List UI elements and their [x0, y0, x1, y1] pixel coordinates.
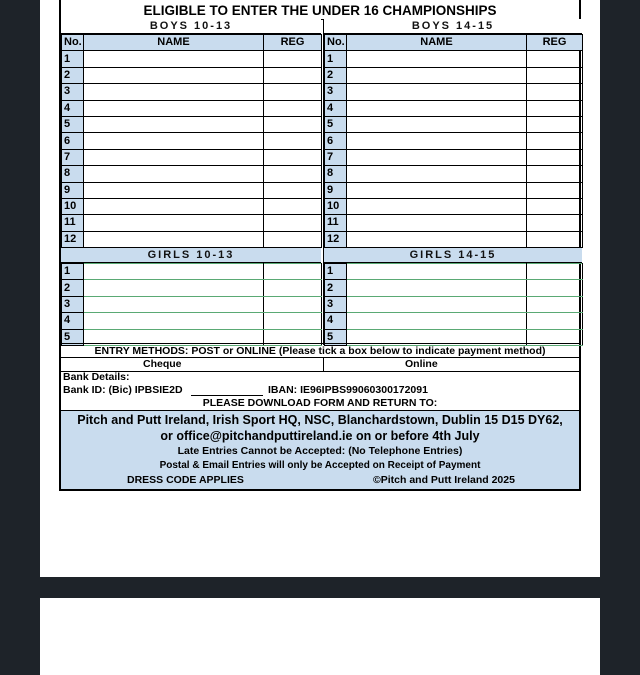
row-number: 12	[325, 231, 347, 247]
row-number: 9	[62, 182, 84, 198]
no-header: No.	[325, 35, 347, 51]
table-row	[325, 84, 583, 100]
name-cell[interactable]	[84, 133, 264, 149]
footer-email: or office@pitchandputtireland.ie on or before 4th July	[160, 429, 480, 443]
section-boys-10-13: BOYS 10-13	[61, 19, 321, 34]
name-cell[interactable]	[347, 296, 527, 312]
name-cell[interactable]	[347, 280, 527, 296]
table-row	[62, 215, 322, 231]
reg-cell[interactable]	[264, 280, 322, 296]
reg-cell[interactable]	[527, 313, 583, 329]
name-cell[interactable]	[84, 182, 264, 198]
name-header: NAME	[84, 35, 264, 51]
name-cell[interactable]	[347, 67, 527, 83]
table-row	[62, 84, 322, 100]
reg-cell[interactable]	[264, 198, 322, 214]
reg-cell[interactable]	[527, 296, 583, 312]
footer-address: Pitch and Putt Ireland, Irish Sport HQ, NSC, Blanchardstown, Dublin 15 D15 DY62,	[77, 413, 563, 427]
name-cell[interactable]	[347, 51, 527, 67]
row-number: 6	[62, 133, 84, 149]
row-number: 5	[62, 329, 84, 345]
table-row	[62, 231, 322, 247]
boys-14-15-table	[324, 34, 583, 248]
reg-cell[interactable]	[264, 264, 322, 280]
reg-cell[interactable]	[527, 215, 583, 231]
row-number: 11	[325, 215, 347, 231]
name-cell[interactable]	[347, 182, 527, 198]
name-cell[interactable]	[84, 296, 264, 312]
name-cell[interactable]	[84, 231, 264, 247]
reg-cell[interactable]	[527, 100, 583, 116]
name-cell[interactable]	[347, 133, 527, 149]
name-cell[interactable]	[84, 215, 264, 231]
table-row	[62, 149, 322, 165]
left-column	[61, 19, 321, 345]
form-title: ELIGIBLE TO ENTER THE UNDER 16 CHAMPIONSHIPS	[61, 0, 579, 20]
reg-cell[interactable]	[527, 133, 583, 149]
online-option[interactable]: Online	[405, 358, 438, 370]
table-row	[62, 198, 322, 214]
name-cell[interactable]	[84, 280, 264, 296]
table-row	[62, 100, 322, 116]
reg-cell[interactable]	[527, 116, 583, 132]
bank-bic: Bank ID: (Bic) IPBSIE2D	[63, 384, 183, 396]
reg-cell[interactable]	[264, 133, 322, 149]
name-cell[interactable]	[347, 198, 527, 214]
reg-cell[interactable]	[264, 84, 322, 100]
row-number: 2	[325, 280, 347, 296]
row-number: 8	[62, 166, 84, 182]
row-number: 1	[325, 51, 347, 67]
girls-14-15-table	[324, 263, 583, 346]
reg-cell[interactable]	[264, 166, 322, 182]
name-cell[interactable]	[84, 264, 264, 280]
section-girls-10-13: GIRLS 10-13	[61, 248, 321, 263]
name-cell[interactable]	[347, 215, 527, 231]
row-number: 3	[325, 296, 347, 312]
table-row	[325, 296, 583, 312]
row-number: 4	[62, 313, 84, 329]
bank-ids	[61, 383, 581, 397]
reg-cell[interactable]	[527, 264, 583, 280]
row-number: 10	[62, 198, 84, 214]
section-girls-14-15: GIRLS 14-15	[324, 248, 582, 263]
table-row	[325, 280, 583, 296]
name-cell[interactable]	[84, 100, 264, 116]
footer-postal: Postal & Email Entries will only be Accepted on Receipt of Payment	[159, 460, 481, 471]
boys-10-13-table	[61, 34, 322, 248]
reg-cell[interactable]	[264, 296, 322, 312]
table-row	[325, 133, 583, 149]
row-number: 2	[62, 67, 84, 83]
table-row	[62, 51, 322, 67]
reg-cell[interactable]	[264, 51, 322, 67]
row-number: 10	[325, 198, 347, 214]
no-header: No.	[62, 35, 84, 51]
reg-cell[interactable]	[527, 149, 583, 165]
row-number: 1	[62, 264, 84, 280]
girls-10-13-table	[61, 263, 322, 346]
name-header: NAME	[347, 35, 527, 51]
reg-cell[interactable]	[264, 116, 322, 132]
reg-cell[interactable]	[527, 182, 583, 198]
row-number: 5	[325, 116, 347, 132]
row-number: 6	[325, 133, 347, 149]
cheque-option[interactable]: Cheque	[143, 358, 182, 370]
entry-methods: ENTRY METHODS: POST or ONLINE (Please tick a box below to indicate payment method)	[61, 343, 579, 358]
table-row	[325, 215, 583, 231]
row-number: 9	[325, 182, 347, 198]
table-row	[325, 264, 583, 280]
name-cell[interactable]	[84, 84, 264, 100]
reg-cell[interactable]	[527, 280, 583, 296]
name-cell[interactable]	[84, 51, 264, 67]
reg-cell[interactable]	[527, 166, 583, 182]
table-row	[325, 166, 583, 182]
bank-iban: IBAN: IE96IPBS99060300172091	[268, 384, 428, 396]
reg-cell[interactable]	[264, 215, 322, 231]
footer-late: Late Entries Cannot be Accepted: (No Telephone Entries)	[177, 445, 463, 457]
download-instruction: PLEASE DOWNLOAD FORM AND RETURN TO:	[61, 397, 579, 411]
reg-cell[interactable]	[264, 67, 322, 83]
row-number: 11	[62, 215, 84, 231]
table-row	[325, 313, 583, 329]
name-cell[interactable]	[84, 166, 264, 182]
payment-options	[61, 357, 579, 372]
table-row	[325, 67, 583, 83]
table-row	[62, 313, 322, 329]
next-page	[40, 598, 600, 675]
name-cell[interactable]	[347, 313, 527, 329]
bic-underline	[191, 395, 263, 396]
reg-header: REG	[527, 35, 583, 51]
entry-form	[59, 0, 581, 491]
reg-header: REG	[264, 35, 322, 51]
reg-cell[interactable]	[264, 100, 322, 116]
row-number: 1	[325, 264, 347, 280]
section-boys-14-15: BOYS 14-15	[324, 19, 582, 34]
row-number: 5	[325, 329, 347, 345]
row-number: 3	[62, 296, 84, 312]
row-number: 4	[62, 100, 84, 116]
name-cell[interactable]	[84, 198, 264, 214]
table-row	[325, 149, 583, 165]
row-number: 4	[325, 313, 347, 329]
name-cell[interactable]	[347, 149, 527, 165]
reg-cell[interactable]	[527, 198, 583, 214]
copyright: ©Pitch and Putt Ireland 2025	[373, 474, 515, 486]
table-row	[325, 116, 583, 132]
name-cell[interactable]	[347, 84, 527, 100]
right-column	[323, 19, 582, 345]
reg-cell[interactable]	[527, 84, 583, 100]
name-cell[interactable]	[347, 166, 527, 182]
row-number: 8	[325, 166, 347, 182]
name-cell[interactable]	[347, 100, 527, 116]
table-row	[325, 231, 583, 247]
payment-divider	[323, 358, 324, 371]
footer	[61, 411, 579, 489]
reg-cell[interactable]	[527, 51, 583, 67]
name-cell[interactable]	[84, 67, 264, 83]
dress-code: DRESS CODE APPLIES	[127, 474, 244, 486]
table-row	[325, 51, 583, 67]
table-row	[62, 296, 322, 312]
row-number: 2	[62, 280, 84, 296]
row-number: 7	[325, 149, 347, 165]
row-number: 3	[325, 84, 347, 100]
row-number: 3	[62, 84, 84, 100]
reg-cell[interactable]	[264, 182, 322, 198]
row-number: 5	[62, 116, 84, 132]
footer-bottom	[61, 473, 579, 487]
table-row	[325, 198, 583, 214]
table-row	[62, 264, 322, 280]
table-row	[62, 116, 322, 132]
table-row	[62, 166, 322, 182]
table-row	[62, 182, 322, 198]
row-number: 7	[62, 149, 84, 165]
reg-cell[interactable]	[264, 313, 322, 329]
reg-cell[interactable]	[264, 149, 322, 165]
table-row	[62, 280, 322, 296]
row-number: 2	[325, 67, 347, 83]
name-cell[interactable]	[347, 116, 527, 132]
table-row	[62, 133, 322, 149]
row-number: 12	[62, 231, 84, 247]
name-cell[interactable]	[347, 231, 527, 247]
name-cell[interactable]	[84, 149, 264, 165]
table-row	[325, 182, 583, 198]
table-row	[62, 67, 322, 83]
name-cell[interactable]	[84, 116, 264, 132]
reg-cell[interactable]	[264, 231, 322, 247]
row-number: 1	[62, 51, 84, 67]
table-row	[325, 100, 583, 116]
form-page	[40, 0, 600, 577]
bank-details: Bank Details:	[63, 371, 130, 383]
reg-cell[interactable]	[527, 67, 583, 83]
name-cell[interactable]	[347, 264, 527, 280]
reg-cell[interactable]	[527, 231, 583, 247]
row-number: 4	[325, 100, 347, 116]
name-cell[interactable]	[84, 313, 264, 329]
